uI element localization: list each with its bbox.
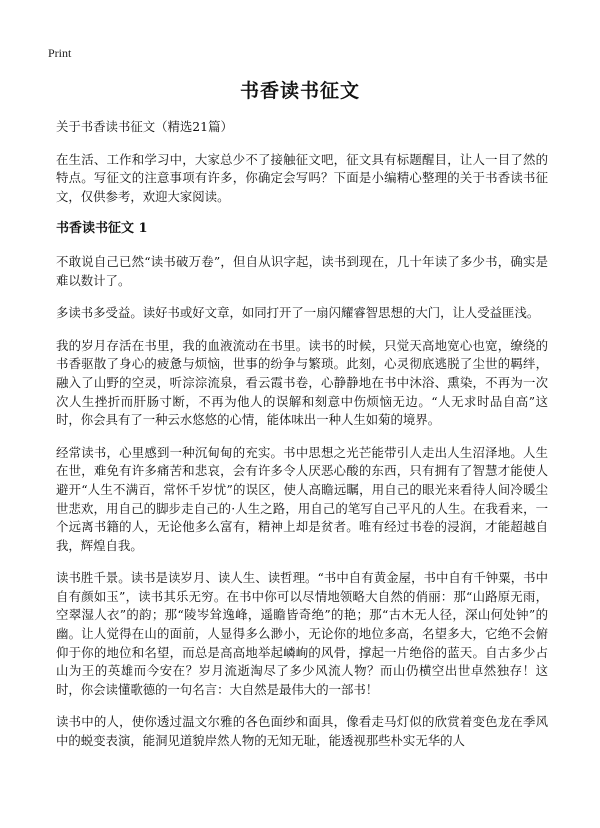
document-body xyxy=(56,118,548,765)
section-heading: 书香读书征文 1 xyxy=(56,221,148,237)
body-paragraph-3: 我的岁月存活在书里，我的血液流动在书里。读书的时候，只觉天高地宽心也宽，缭绕的书香驱散了身心的疲惫与烦恼，世事的纷争与繁琐。此刻，心灵彻底逃脱了尘世的羁绊，融入了山野的空灵，听淙淙流泉，看云霞书卷，心静静地在书中沐浴、熏染，不再为一次次人生挫折而肝肠寸断，不再为他人的误解和刻意中伤烦恼无边。“人无求时品自高”这时，你会具有了一种云水悠悠的心情，能体味出一种人生如菊的境界。 xyxy=(56,337,548,428)
intro-paragraph: 在生活、工作和学习中，大家总少不了接触征文吧，征文具有标题醒目，让人一目了然的特点。写征文的注意事项有许多，你确定会写吗？下面是小编精心整理的关于书香读书征文，仅供参考，欢迎大家阅读。 xyxy=(56,151,548,204)
body-paragraph-4: 经常读书，心里感到一种沉甸甸的充实。书中思想之光芒能带引人走出人生沼泽地。人生在世，难免有许多痛苦和悲哀，会有许多令人厌恶心酸的东西，只有拥有了智慧才能使人避开“人生不满百，常怀千岁忧”的误区，使人高瞻远瞩，用自己的眼光来看待人间冷暖尘世悲欢，用自己的脚步走自己的·人生之路，用自己的笔写自己平凡的人生。在我看来，一个远离书籍的人，无论他多么富有，精神上却是贫者。唯有经过书卷的浸润，才能超越自我，辉煌自我。 xyxy=(56,444,548,553)
print-link[interactable]: Print xyxy=(48,46,72,60)
body-paragraph-6: 读书中的人，使你透过温文尔雅的各色面纱和面具，像看走马灯似的欣赏着变色龙在季风中的蜕变表演，能洞见道貌岸然人物的无知无耻，能透视那些朴实无华的人 xyxy=(56,714,548,749)
body-paragraph-2: 多读书多受益。读好书或好文章，如同打开了一扇闪耀睿智思想的大门，让人受益匪浅。 xyxy=(56,305,540,321)
body-paragraph-1: 不敢说自己已然“读书破万卷”，但自从识字起，读书到现在，几十年读了多少书，确实是难以数计了。 xyxy=(56,253,548,288)
document-title: 书香读书征文 xyxy=(239,80,360,102)
body-paragraph-5: 读书胜千景。读书是读岁月、读人生、读哲理。“书中自有黄金屋，书中自有千钟粟，书中自有颜如玉”，读书其乐无穷。在书中你可以尽情地领略大自然的俏丽：那“山路原无雨，空翠湿人衣”的韵；那“陵岑耸逸峰，遥瞻皆奇绝”的艳；那“古木无人径，深山何处钟”的幽。让人觉得在山的面前，人显得多么渺小，无论你的地位多高，名望多大，它绝不会俯仰于你的地位和名望，而总是高高地举起嶙峋的风骨，撑起一片绝俗的蓝天。自古多少占山为王的英雄而今安在？岁月流逝淘尽了多少风流人物？而山仍横空出世卓然独存！这时，你会读懂歌德的一句名言：大自然是最伟大的一部书！ xyxy=(56,570,548,697)
document-subtitle: 关于书香读书征文（精选21篇） xyxy=(56,119,233,134)
